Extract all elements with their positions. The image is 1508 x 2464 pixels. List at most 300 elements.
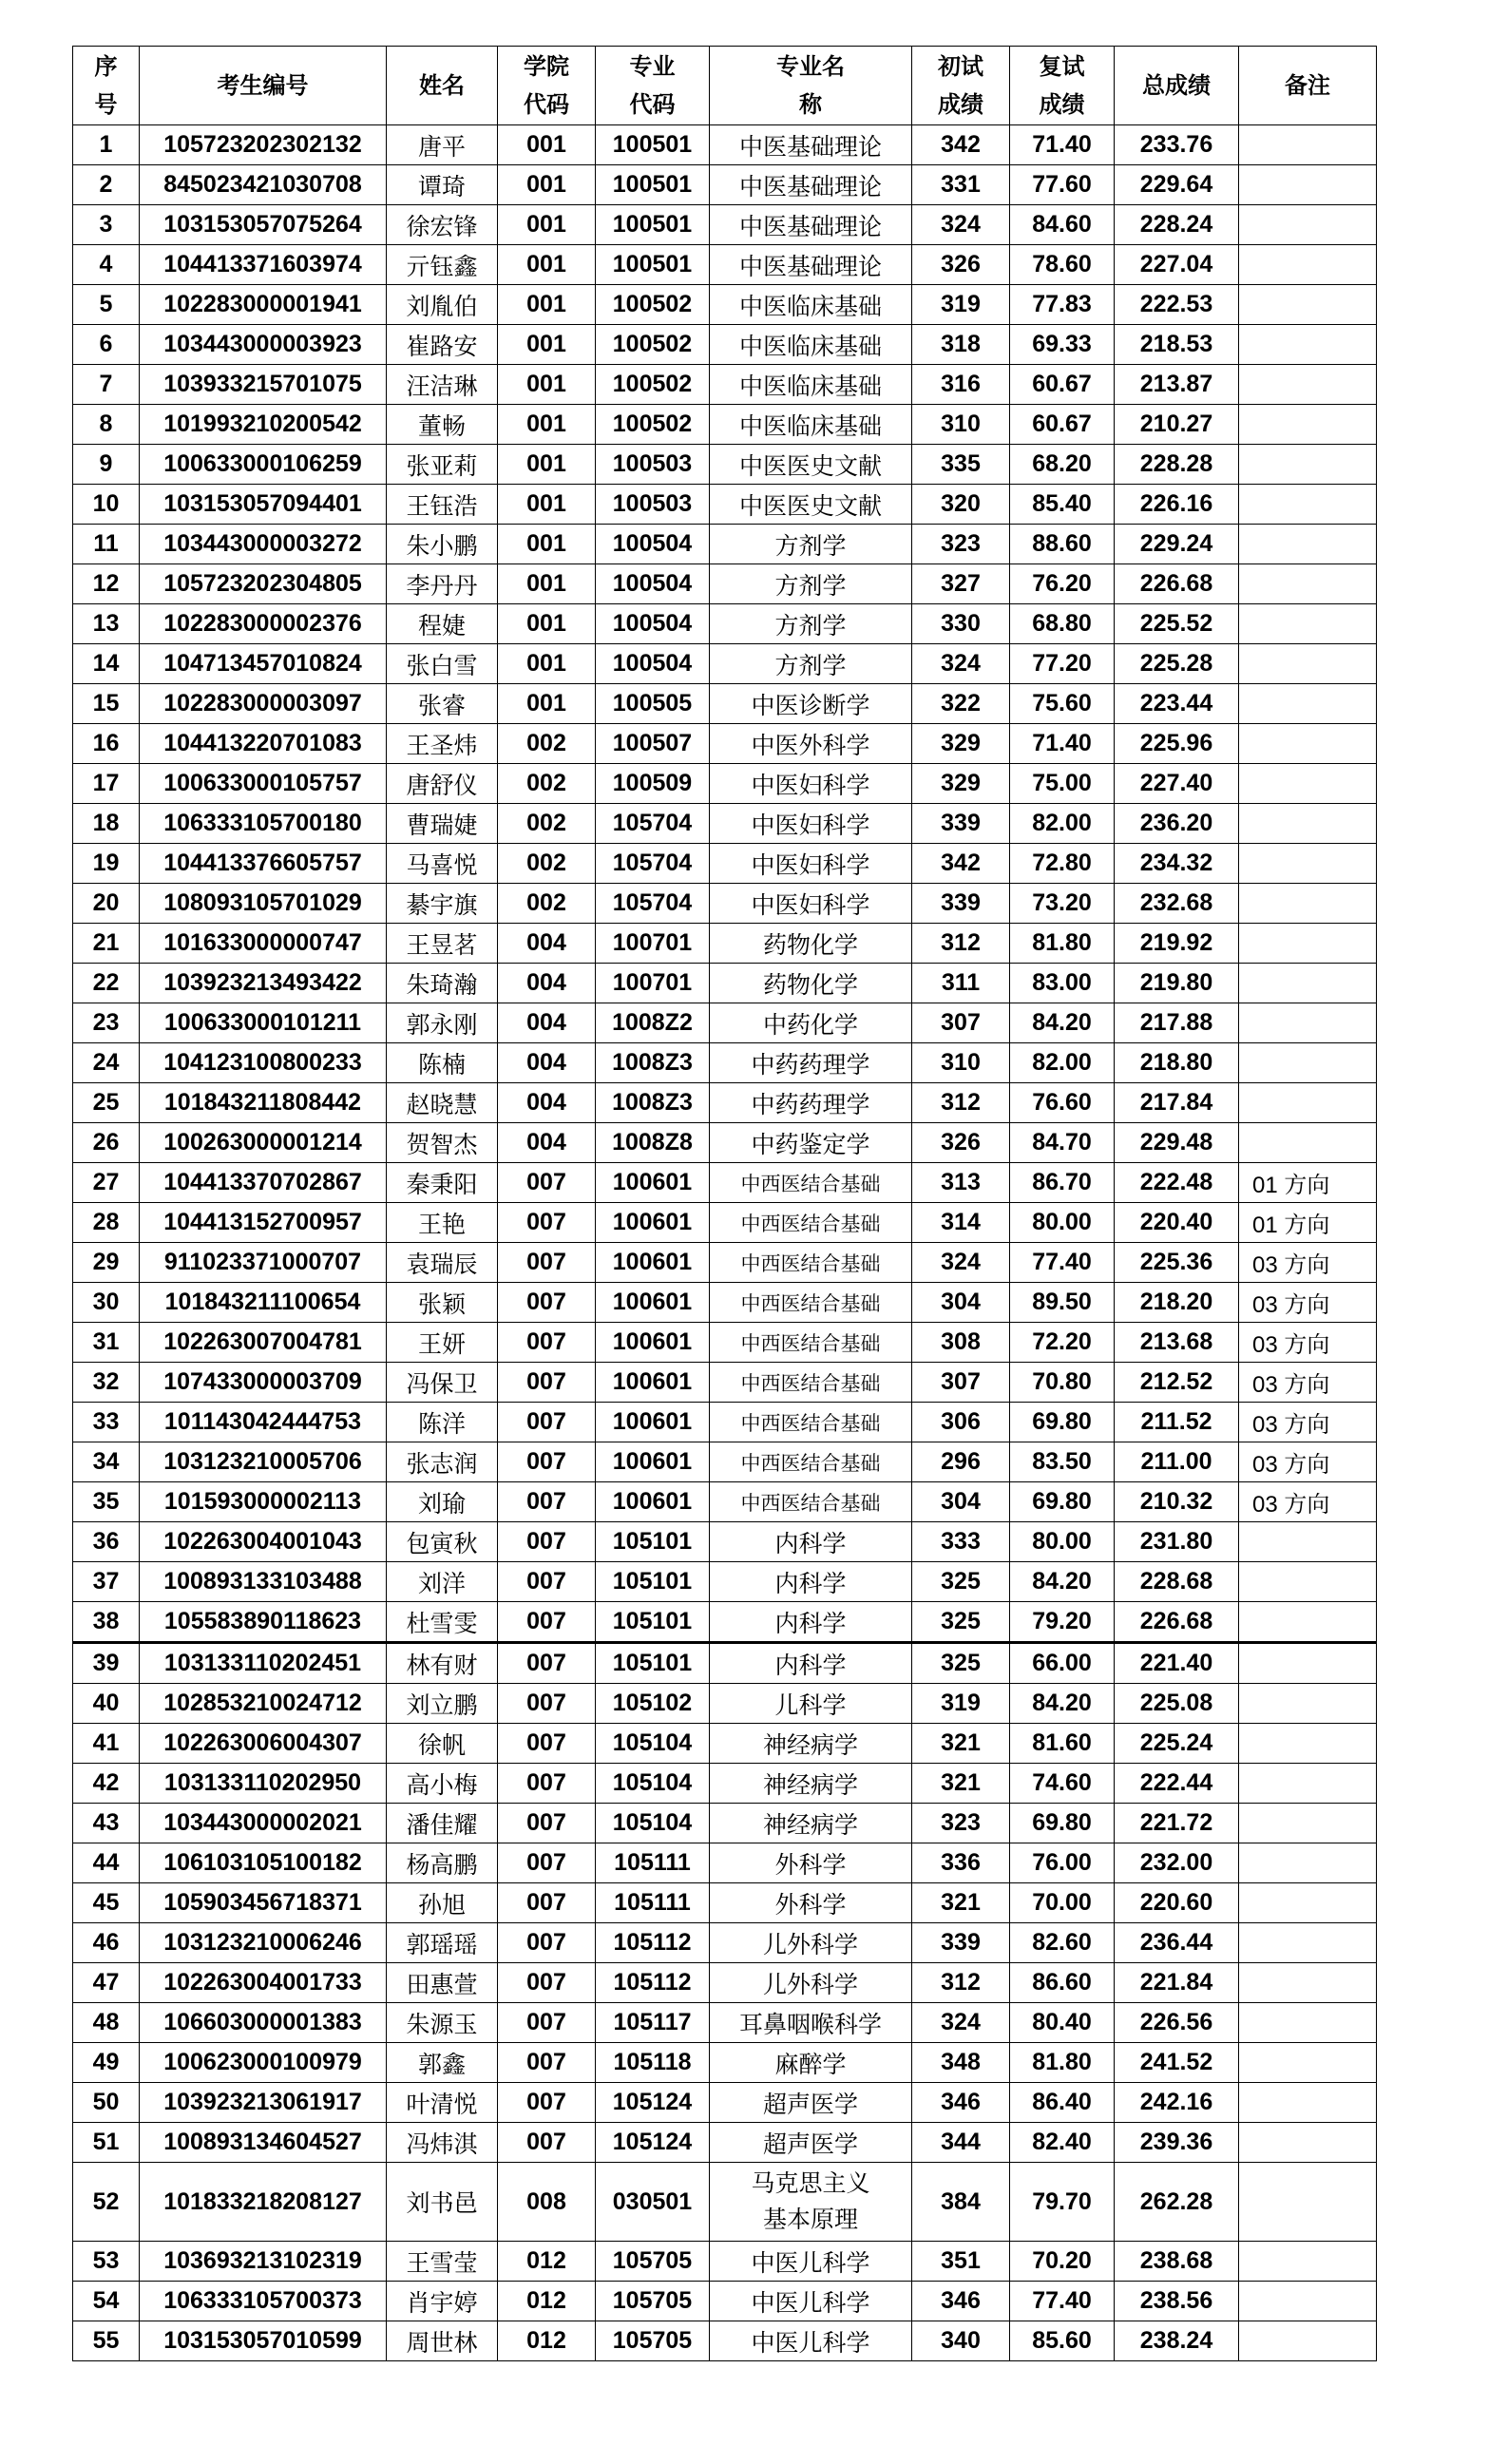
cell-name: 王昱茗 <box>387 924 498 964</box>
cell-college-code: 004 <box>498 964 596 1003</box>
cell-retest-score: 86.70 <box>1010 1163 1115 1203</box>
cell-major-code: 1008Z8 <box>596 1123 710 1163</box>
cell-college-code: 004 <box>498 1123 596 1163</box>
cell-total-score: 238.56 <box>1115 2282 1239 2321</box>
cell-seq: 23 <box>73 1003 140 1043</box>
cell-remark <box>1239 1083 1377 1123</box>
cell-college-code: 001 <box>498 205 596 245</box>
table-row <box>73 1562 1377 1602</box>
cell-total-score: 218.53 <box>1115 325 1239 365</box>
table-row <box>73 445 1377 485</box>
table-row <box>73 2123 1377 2163</box>
cell-seq: 50 <box>73 2083 140 2123</box>
cell-major-name: 中西医结合基础 <box>710 1163 912 1203</box>
cell-remark <box>1239 764 1377 804</box>
cell-name: 亓钰鑫 <box>387 245 498 285</box>
table-row <box>73 1724 1377 1764</box>
cell-total-score: 223.44 <box>1115 684 1239 724</box>
table-row <box>73 1003 1377 1043</box>
cell-total-score: 226.56 <box>1115 2003 1239 2043</box>
cell-prelim-score: 326 <box>912 1123 1010 1163</box>
cell-college-code: 004 <box>498 1083 596 1123</box>
cell-college-code: 004 <box>498 1043 596 1083</box>
cell-retest-score: 73.20 <box>1010 884 1115 924</box>
cell-major-name: 中西医结合基础 <box>710 1283 912 1323</box>
cell-exam-id: 104713457010824 <box>140 644 387 684</box>
cell-exam-id: 103133110202451 <box>140 1643 387 1684</box>
cell-remark <box>1239 1764 1377 1804</box>
cell-college-code: 007 <box>498 2083 596 2123</box>
cell-total-score: 231.80 <box>1115 1522 1239 1562</box>
cell-name: 郭鑫 <box>387 2043 498 2083</box>
cell-major-code: 100504 <box>596 644 710 684</box>
cell-exam-id: 104413371603974 <box>140 245 387 285</box>
cell-college-code: 004 <box>498 1003 596 1043</box>
table-row <box>73 405 1377 445</box>
cell-major-code: 105102 <box>596 1684 710 1724</box>
cell-prelim-score: 308 <box>912 1323 1010 1363</box>
cell-total-score: 219.92 <box>1115 924 1239 964</box>
cell-prelim-score: 331 <box>912 165 1010 205</box>
cell-retest-score: 77.20 <box>1010 644 1115 684</box>
cell-remark <box>1239 245 1377 285</box>
cell-prelim-score: 325 <box>912 1562 1010 1602</box>
cell-major-name: 中西医结合基础 <box>710 1482 912 1522</box>
cell-college-code: 001 <box>498 525 596 564</box>
cell-prelim-score: 314 <box>912 1203 1010 1243</box>
cell-exam-id: 101593000002113 <box>140 1482 387 1522</box>
cell-prelim-score: 330 <box>912 604 1010 644</box>
cell-name: 王圣炜 <box>387 724 498 764</box>
cell-exam-id: 103153057010599 <box>140 2321 387 2361</box>
cell-major-code: 100502 <box>596 405 710 445</box>
cell-major-code: 105124 <box>596 2083 710 2123</box>
table-row <box>73 1283 1377 1323</box>
cell-name: 高小梅 <box>387 1764 498 1804</box>
table-row <box>73 1522 1377 1562</box>
cell-retest-score: 78.60 <box>1010 245 1115 285</box>
cell-major-code: 100502 <box>596 285 710 325</box>
cell-seq: 43 <box>73 1804 140 1843</box>
cell-college-code: 008 <box>498 2163 596 2242</box>
cell-total-score: 228.24 <box>1115 205 1239 245</box>
cell-prelim-score: 312 <box>912 1963 1010 2003</box>
cell-name: 秦秉阳 <box>387 1163 498 1203</box>
cell-total-score: 213.87 <box>1115 365 1239 405</box>
cell-college-code: 002 <box>498 844 596 884</box>
cell-exam-id: 100633000106259 <box>140 445 387 485</box>
cell-total-score: 232.00 <box>1115 1843 1239 1883</box>
cell-seq: 55 <box>73 2321 140 2361</box>
cell-retest-score: 71.40 <box>1010 125 1115 165</box>
header-major-name: 专业名称 <box>710 47 912 125</box>
cell-college-code: 001 <box>498 604 596 644</box>
cell-major-code: 105705 <box>596 2242 710 2282</box>
cell-major-name: 儿外科学 <box>710 1963 912 2003</box>
cell-remark <box>1239 1724 1377 1764</box>
table-row <box>73 2083 1377 2123</box>
cell-name: 刘胤伯 <box>387 285 498 325</box>
cell-retest-score: 68.80 <box>1010 604 1115 644</box>
cell-major-name: 马克思主义基本原理 <box>710 2163 912 2242</box>
cell-retest-score: 77.60 <box>1010 165 1115 205</box>
cell-name: 崔路安 <box>387 325 498 365</box>
cell-prelim-score: 312 <box>912 924 1010 964</box>
cell-seq: 7 <box>73 365 140 405</box>
cell-name: 董畅 <box>387 405 498 445</box>
cell-exam-id: 102263006004307 <box>140 1724 387 1764</box>
cell-seq: 42 <box>73 1764 140 1804</box>
cell-name: 肖宇婷 <box>387 2282 498 2321</box>
cell-major-code: 100503 <box>596 445 710 485</box>
header-remark: 备注 <box>1239 47 1377 125</box>
cell-seq: 2 <box>73 165 140 205</box>
cell-major-name: 外科学 <box>710 1843 912 1883</box>
cell-exam-id: 103443000003923 <box>140 325 387 365</box>
cell-prelim-score: 306 <box>912 1403 1010 1442</box>
cell-total-score: 210.32 <box>1115 1482 1239 1522</box>
cell-exam-id: 100893133103488 <box>140 1562 387 1602</box>
cell-college-code: 007 <box>498 1163 596 1203</box>
cell-name: 马喜悦 <box>387 844 498 884</box>
cell-total-score: 226.16 <box>1115 485 1239 525</box>
cell-major-code: 105704 <box>596 804 710 844</box>
cell-college-code: 007 <box>498 2003 596 2043</box>
cell-remark <box>1239 1923 1377 1963</box>
cell-major-name: 中医诊断学 <box>710 684 912 724</box>
cell-retest-score: 75.00 <box>1010 764 1115 804</box>
cell-retest-score: 84.70 <box>1010 1123 1115 1163</box>
cell-remark <box>1239 165 1377 205</box>
cell-remark <box>1239 485 1377 525</box>
cell-retest-score: 83.00 <box>1010 964 1115 1003</box>
cell-college-code: 007 <box>498 1323 596 1363</box>
cell-exam-id: 104413220701083 <box>140 724 387 764</box>
cell-remark: 03 方向 <box>1239 1323 1377 1363</box>
cell-total-score: 236.20 <box>1115 804 1239 844</box>
cell-major-code: 105111 <box>596 1843 710 1883</box>
cell-remark <box>1239 1043 1377 1083</box>
cell-remark: 03 方向 <box>1239 1243 1377 1283</box>
cell-total-score: 242.16 <box>1115 2083 1239 2123</box>
cell-major-code: 105101 <box>596 1643 710 1684</box>
cell-college-code: 007 <box>498 1643 596 1684</box>
cell-prelim-score: 316 <box>912 365 1010 405</box>
cell-retest-score: 69.80 <box>1010 1482 1115 1522</box>
cell-total-score: 210.27 <box>1115 405 1239 445</box>
cell-college-code: 004 <box>498 924 596 964</box>
cell-seq: 11 <box>73 525 140 564</box>
table-row <box>73 2321 1377 2361</box>
table-row <box>73 924 1377 964</box>
cell-name: 陈洋 <box>387 1403 498 1442</box>
cell-college-code: 002 <box>498 724 596 764</box>
cell-exam-id: 103123210005706 <box>140 1442 387 1482</box>
cell-seq: 39 <box>73 1643 140 1684</box>
cell-prelim-score: 339 <box>912 1923 1010 1963</box>
cell-exam-id: 105723202302132 <box>140 125 387 165</box>
cell-exam-id: 106603000001383 <box>140 2003 387 2043</box>
cell-exam-id: 102263004001733 <box>140 1963 387 2003</box>
cell-exam-id: 104413370702867 <box>140 1163 387 1203</box>
cell-major-name: 麻醉学 <box>710 2043 912 2083</box>
cell-name: 贺智杰 <box>387 1123 498 1163</box>
cell-remark <box>1239 1804 1377 1843</box>
cell-prelim-score: 310 <box>912 1043 1010 1083</box>
cell-prelim-score: 342 <box>912 125 1010 165</box>
cell-retest-score: 72.80 <box>1010 844 1115 884</box>
cell-college-code: 007 <box>498 1522 596 1562</box>
cell-retest-score: 81.60 <box>1010 1724 1115 1764</box>
cell-college-code: 007 <box>498 2043 596 2083</box>
cell-college-code: 007 <box>498 1562 596 1602</box>
cell-seq: 45 <box>73 1883 140 1923</box>
table-row <box>73 764 1377 804</box>
cell-college-code: 012 <box>498 2321 596 2361</box>
cell-major-code: 100601 <box>596 1203 710 1243</box>
cell-prelim-score: 329 <box>912 764 1010 804</box>
cell-total-score: 226.68 <box>1115 564 1239 604</box>
cell-seq: 40 <box>73 1684 140 1724</box>
cell-seq: 36 <box>73 1522 140 1562</box>
cell-name: 曹瑞婕 <box>387 804 498 844</box>
cell-total-score: 226.68 <box>1115 1602 1239 1643</box>
cell-exam-id: 103153057075264 <box>140 205 387 245</box>
cell-college-code: 001 <box>498 405 596 445</box>
cell-retest-score: 82.40 <box>1010 2123 1115 2163</box>
cell-remark <box>1239 844 1377 884</box>
cell-college-code: 007 <box>498 1963 596 2003</box>
cell-major-name: 耳鼻咽喉科学 <box>710 2003 912 2043</box>
table-body <box>73 125 1377 2361</box>
cell-total-score: 229.64 <box>1115 165 1239 205</box>
cell-major-name: 内科学 <box>710 1602 912 1643</box>
cell-exam-id: 105583890118623 <box>140 1602 387 1643</box>
cell-college-code: 001 <box>498 245 596 285</box>
table-row <box>73 1203 1377 1243</box>
table-row <box>73 804 1377 844</box>
cell-college-code: 001 <box>498 285 596 325</box>
cell-exam-id: 103693213102319 <box>140 2242 387 2282</box>
cell-retest-score: 71.40 <box>1010 724 1115 764</box>
table-row <box>73 1243 1377 1283</box>
cell-retest-score: 79.70 <box>1010 2163 1115 2242</box>
cell-retest-score: 84.20 <box>1010 1562 1115 1602</box>
cell-name: 冯保卫 <box>387 1363 498 1403</box>
table-row <box>73 2043 1377 2083</box>
cell-major-code: 1008Z3 <box>596 1083 710 1123</box>
table-row <box>73 1602 1377 1643</box>
cell-major-name: 内科学 <box>710 1643 912 1684</box>
cell-name: 杨高鹏 <box>387 1843 498 1883</box>
cell-retest-score: 70.80 <box>1010 1363 1115 1403</box>
cell-name: 綦宇旗 <box>387 884 498 924</box>
cell-college-code: 007 <box>498 1804 596 1843</box>
cell-remark: 03 方向 <box>1239 1403 1377 1442</box>
cell-major-name: 中西医结合基础 <box>710 1363 912 1403</box>
cell-college-code: 001 <box>498 325 596 365</box>
cell-total-score: 222.44 <box>1115 1764 1239 1804</box>
cell-college-code: 012 <box>498 2282 596 2321</box>
cell-seq: 18 <box>73 804 140 844</box>
cell-college-code: 007 <box>498 1883 596 1923</box>
cell-seq: 16 <box>73 724 140 764</box>
cell-major-name: 中药化学 <box>710 1003 912 1043</box>
cell-retest-score: 84.60 <box>1010 205 1115 245</box>
cell-retest-score: 83.50 <box>1010 1442 1115 1482</box>
cell-prelim-score: 344 <box>912 2123 1010 2163</box>
cell-major-name: 儿科学 <box>710 1684 912 1724</box>
cell-major-code: 105124 <box>596 2123 710 2163</box>
cell-exam-id: 102263007004781 <box>140 1323 387 1363</box>
table-row <box>73 325 1377 365</box>
cell-major-name: 中西医结合基础 <box>710 1442 912 1482</box>
cell-college-code: 002 <box>498 804 596 844</box>
cell-exam-id: 100623000100979 <box>140 2043 387 2083</box>
cell-remark <box>1239 365 1377 405</box>
cell-major-name: 中西医结合基础 <box>710 1323 912 1363</box>
cell-prelim-score: 307 <box>912 1363 1010 1403</box>
cell-exam-id: 107433000003709 <box>140 1363 387 1403</box>
cell-exam-id: 101843211100654 <box>140 1283 387 1323</box>
cell-retest-score: 69.33 <box>1010 325 1115 365</box>
cell-major-name: 方剂学 <box>710 604 912 644</box>
cell-retest-score: 89.50 <box>1010 1283 1115 1323</box>
cell-total-score: 218.20 <box>1115 1283 1239 1323</box>
cell-major-name: 超声医学 <box>710 2123 912 2163</box>
cell-remark <box>1239 1522 1377 1562</box>
cell-remark <box>1239 405 1377 445</box>
cell-seq: 35 <box>73 1482 140 1522</box>
cell-major-code: 030501 <box>596 2163 710 2242</box>
cell-seq: 47 <box>73 1963 140 2003</box>
cell-seq: 21 <box>73 924 140 964</box>
cell-name: 王艳 <box>387 1203 498 1243</box>
cell-retest-score: 81.80 <box>1010 2043 1115 2083</box>
cell-major-name: 神经病学 <box>710 1724 912 1764</box>
cell-total-score: 225.24 <box>1115 1724 1239 1764</box>
cell-seq: 6 <box>73 325 140 365</box>
cell-major-code: 100701 <box>596 924 710 964</box>
header-name: 姓名 <box>387 47 498 125</box>
cell-total-score: 225.96 <box>1115 724 1239 764</box>
cell-major-code: 100601 <box>596 1323 710 1363</box>
cell-major-name: 中药鉴定学 <box>710 1123 912 1163</box>
cell-major-name: 中医基础理论 <box>710 165 912 205</box>
cell-name: 林有财 <box>387 1643 498 1684</box>
table-row <box>73 1043 1377 1083</box>
table-header <box>73 47 1377 125</box>
cell-retest-score: 69.80 <box>1010 1804 1115 1843</box>
cell-prelim-score: 342 <box>912 844 1010 884</box>
cell-retest-score: 81.80 <box>1010 924 1115 964</box>
cell-prelim-score: 329 <box>912 724 1010 764</box>
cell-major-name: 神经病学 <box>710 1804 912 1843</box>
cell-prelim-score: 321 <box>912 1764 1010 1804</box>
cell-seq: 26 <box>73 1123 140 1163</box>
table-row <box>73 1684 1377 1724</box>
cell-remark: 03 方向 <box>1239 1482 1377 1522</box>
cell-exam-id: 100893134604527 <box>140 2123 387 2163</box>
table-row <box>73 205 1377 245</box>
table-row <box>73 1963 1377 2003</box>
cell-seq: 8 <box>73 405 140 445</box>
cell-exam-id: 102283000002376 <box>140 604 387 644</box>
cell-major-name: 中药药理学 <box>710 1043 912 1083</box>
cell-exam-id: 100633000101211 <box>140 1003 387 1043</box>
cell-total-score: 211.00 <box>1115 1442 1239 1482</box>
cell-prelim-score: 324 <box>912 2003 1010 2043</box>
cell-exam-id: 101633000000747 <box>140 924 387 964</box>
cell-seq: 19 <box>73 844 140 884</box>
cell-major-name: 药物化学 <box>710 964 912 1003</box>
cell-retest-score: 77.40 <box>1010 1243 1115 1283</box>
cell-prelim-score: 323 <box>912 1804 1010 1843</box>
cell-total-score: 229.48 <box>1115 1123 1239 1163</box>
cell-remark <box>1239 2321 1377 2361</box>
cell-major-name: 超声医学 <box>710 2083 912 2123</box>
cell-total-score: 217.88 <box>1115 1003 1239 1043</box>
cell-total-score: 232.68 <box>1115 884 1239 924</box>
cell-major-code: 105101 <box>596 1522 710 1562</box>
cell-major-name: 中医外科学 <box>710 724 912 764</box>
cell-major-code: 100601 <box>596 1403 710 1442</box>
cell-major-name: 中医医史文献 <box>710 445 912 485</box>
cell-major-code: 100504 <box>596 525 710 564</box>
table-row <box>73 604 1377 644</box>
cell-remark <box>1239 525 1377 564</box>
cell-seq: 27 <box>73 1163 140 1203</box>
cell-exam-id: 105903456718371 <box>140 1883 387 1923</box>
cell-remark <box>1239 564 1377 604</box>
cell-retest-score: 86.40 <box>1010 2083 1115 2123</box>
cell-college-code: 001 <box>498 564 596 604</box>
cell-remark <box>1239 2003 1377 2043</box>
cell-college-code: 001 <box>498 165 596 205</box>
table-row <box>73 285 1377 325</box>
cell-exam-id: 103133110202950 <box>140 1764 387 1804</box>
cell-name: 赵晓慧 <box>387 1083 498 1123</box>
cell-major-name: 内科学 <box>710 1562 912 1602</box>
header-college-code: 学院代码 <box>498 47 596 125</box>
cell-college-code: 001 <box>498 365 596 405</box>
cell-total-score: 241.52 <box>1115 2043 1239 2083</box>
table-row <box>73 2242 1377 2282</box>
cell-seq: 5 <box>73 285 140 325</box>
cell-remark <box>1239 964 1377 1003</box>
cell-college-code: 002 <box>498 884 596 924</box>
cell-exam-id: 108093105701029 <box>140 884 387 924</box>
cell-exam-id: 102853210024712 <box>140 1684 387 1724</box>
cell-seq: 54 <box>73 2282 140 2321</box>
cell-retest-score: 70.00 <box>1010 1883 1115 1923</box>
cell-total-score: 222.48 <box>1115 1163 1239 1203</box>
cell-major-code: 105104 <box>596 1724 710 1764</box>
cell-college-code: 001 <box>498 485 596 525</box>
cell-major-code: 1008Z2 <box>596 1003 710 1043</box>
cell-exam-id: 104413376605757 <box>140 844 387 884</box>
cell-name: 袁瑞辰 <box>387 1243 498 1283</box>
cell-name: 徐宏锋 <box>387 205 498 245</box>
cell-total-score: 238.24 <box>1115 2321 1239 2361</box>
cell-major-code: 100502 <box>596 365 710 405</box>
cell-major-code: 105104 <box>596 1764 710 1804</box>
cell-seq: 9 <box>73 445 140 485</box>
cell-college-code: 001 <box>498 125 596 165</box>
cell-prelim-score: 296 <box>912 1442 1010 1482</box>
cell-college-code: 012 <box>498 2242 596 2282</box>
cell-remark <box>1239 445 1377 485</box>
